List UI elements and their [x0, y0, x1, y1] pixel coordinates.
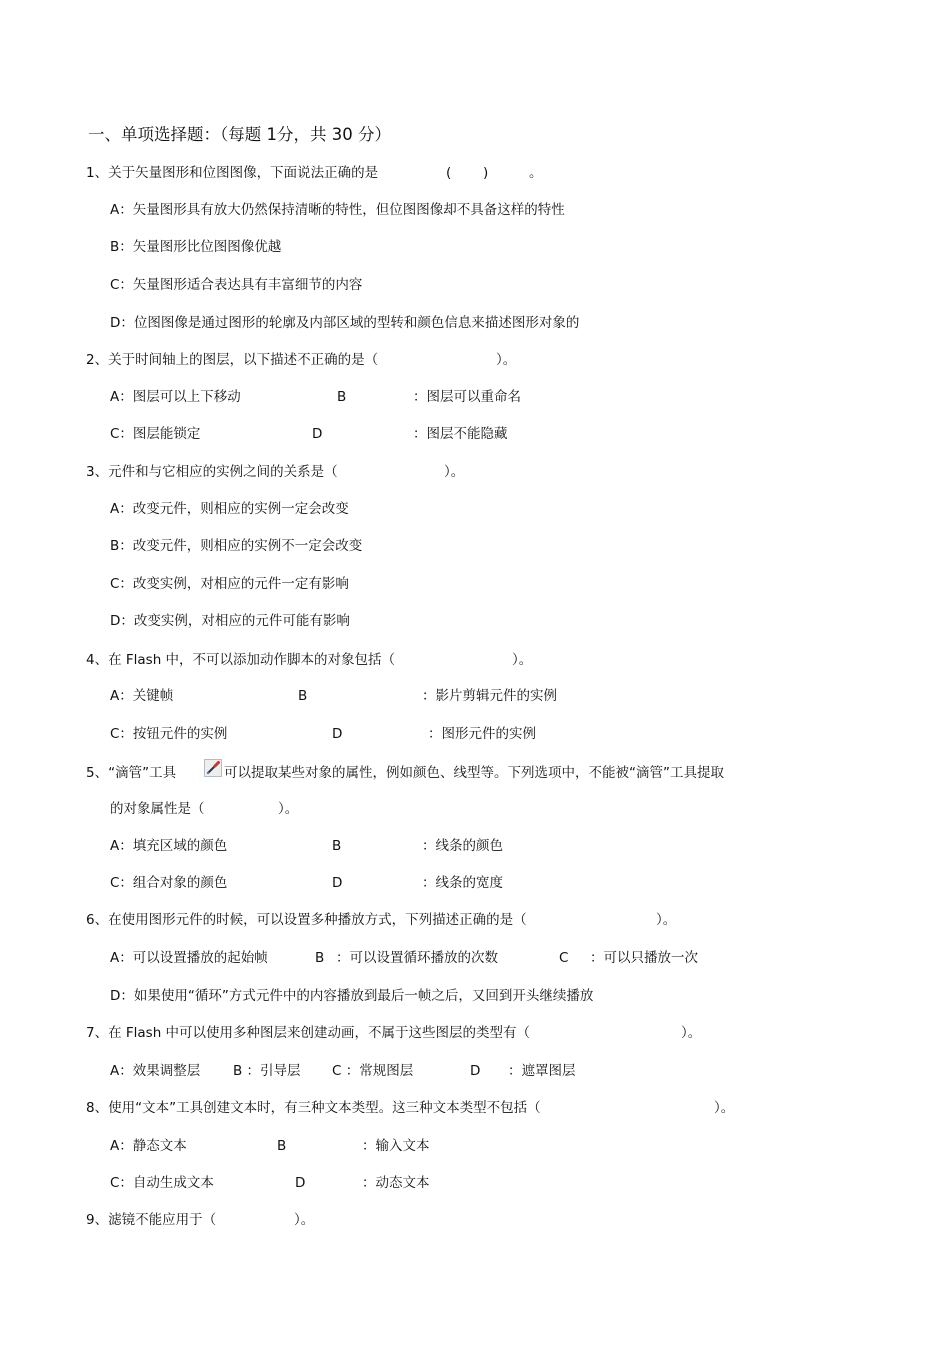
question-7-option-a: A：效果调整层 — [110, 1063, 201, 1079]
question-3-option-a: A：改变元件，则相应的实例一定会改变 — [110, 501, 349, 517]
question-6-stem: 6、在使用图形元件的时候，可以设置多种播放方式，下列描述正确的是（ — [86, 912, 527, 928]
question-1-paren-open: ( — [446, 165, 452, 181]
question-1-option-c: C：矢量图形适合表达具有丰富细节的内容 — [110, 277, 363, 293]
question-7-option-d-text: ：遮罩图层 — [508, 1063, 576, 1079]
question-4-option-c: C：按钮元件的实例 — [110, 726, 228, 742]
question-2-end: ）。 — [496, 352, 517, 368]
question-5-option-b-text: ：线条的颜色 — [422, 838, 503, 854]
question-5-option-c: C：组合对象的颜色 — [110, 875, 228, 891]
question-5-stem-c: 的对象属性是（ — [110, 801, 205, 817]
question-8-option-d-letter: D — [295, 1175, 306, 1191]
question-5-option-d-text: ：线条的宽度 — [422, 875, 503, 891]
question-5-stem-a: 5、“滴管”工具 — [86, 765, 177, 781]
question-2-option-d-text: ：图层不能隐藏 — [413, 426, 508, 442]
question-2-option-c: C：图层能锁定 — [110, 426, 201, 442]
question-3-end: ）。 — [444, 464, 465, 480]
question-6-option-b-letter: B — [315, 950, 325, 966]
question-3-option-c: C：改变实例，对相应的元件一定有影响 — [110, 576, 349, 592]
question-6-option-c-letter: C — [559, 950, 569, 966]
question-7-option-b: B ：引导层 — [233, 1063, 301, 1079]
question-9-end: ）。 — [294, 1212, 315, 1228]
question-4-option-a: A：关键帧 — [110, 688, 174, 704]
question-4-option-b-letter: B — [298, 688, 308, 704]
question-7-option-d-letter: D — [470, 1063, 481, 1079]
question-5-option-d-letter: D — [332, 875, 343, 891]
question-4-option-d-letter: D — [332, 726, 343, 742]
question-9-stem: 9、滤镜不能应用于（ — [86, 1212, 217, 1228]
question-6-option-c-text: ：可以只播放一次 — [590, 950, 698, 966]
question-2-option-b-text: ：图层可以重命名 — [413, 389, 521, 405]
question-7-option-c: C ：常规图层 — [332, 1063, 414, 1079]
question-3-option-b: B：改变元件，则相应的实例不一定会改变 — [110, 538, 363, 554]
question-2-option-d-letter: D — [312, 426, 323, 442]
question-6-option-a: A：可以设置播放的起始帧 — [110, 950, 268, 966]
question-8-option-d-text: ：动态文本 — [362, 1175, 430, 1191]
question-6-end: ）。 — [656, 912, 677, 928]
question-8-end: ）。 — [714, 1100, 735, 1116]
question-3-stem: 3、元件和与它相应的实例之间的关系是（ — [86, 464, 338, 480]
question-2-stem: 2、关于时间轴上的图层，以下描述不正确的是（ — [86, 352, 379, 368]
question-8-option-b-letter: B — [277, 1138, 287, 1154]
question-8-stem: 8、使用“文本”工具创建文本时，有三种文本类型。这三种文本类型不包括（ — [86, 1100, 541, 1116]
question-1-option-b: B：矢量图形比位图图像优越 — [110, 239, 282, 255]
question-4-end: ）。 — [512, 652, 533, 668]
question-5-option-a: A：填充区域的颜色 — [110, 838, 228, 854]
question-8-option-b-text: ：输入文本 — [362, 1138, 430, 1154]
eyedropper-icon — [204, 759, 222, 777]
question-5-end: ）。 — [278, 801, 299, 817]
question-1-option-a: A：矢量图形具有放大仍然保持清晰的特性，但位图图像却不具备这样的特性 — [110, 202, 565, 218]
question-1-option-d: D：位图图像是通过图形的轮廓及内部区域的型转和颜色信息来描述图形对象的 — [110, 315, 580, 331]
question-3-option-d: D：改变实例，对相应的元件可能有影响 — [110, 613, 350, 629]
question-6-option-d: D：如果使用“循环”方式元件中的内容播放到最后一帧之后，又回到开头继续播放 — [110, 988, 594, 1004]
question-7-end: ）。 — [681, 1025, 702, 1041]
question-4-stem: 4、在 Flash 中，不可以添加动作脚本的对象包括（ — [86, 652, 396, 668]
question-4-option-b-text: ：影片剪辑元件的实例 — [422, 688, 557, 704]
question-1-stem: 1、关于矢量图形和位图图像，下面说法正确的是 — [86, 165, 379, 181]
question-1-end: 。 — [529, 165, 543, 181]
question-5-stem-b: 可以提取某些对象的属性，例如颜色、线型等。下列选项中，不能被“滴管”工具提取 — [224, 765, 724, 781]
question-7-stem: 7、在 Flash 中可以使用多种图层来创建动画，不属于这些图层的类型有（ — [86, 1025, 531, 1041]
question-8-option-a: A：静态文本 — [110, 1138, 187, 1154]
question-8-option-c: C：自动生成文本 — [110, 1175, 214, 1191]
question-6-option-b-text: ：可以设置循环播放的次数 — [336, 950, 498, 966]
question-2-option-b-letter: B — [337, 389, 347, 405]
question-5-option-b-letter: B — [332, 838, 342, 854]
question-2-option-a: A：图层可以上下移动 — [110, 389, 241, 405]
section-title: 一、单项选择题：（每题 1分，共 30 分） — [88, 125, 391, 144]
question-4-option-d-text: ：图形元件的实例 — [428, 726, 536, 742]
question-1-paren-close: ) — [483, 165, 489, 181]
